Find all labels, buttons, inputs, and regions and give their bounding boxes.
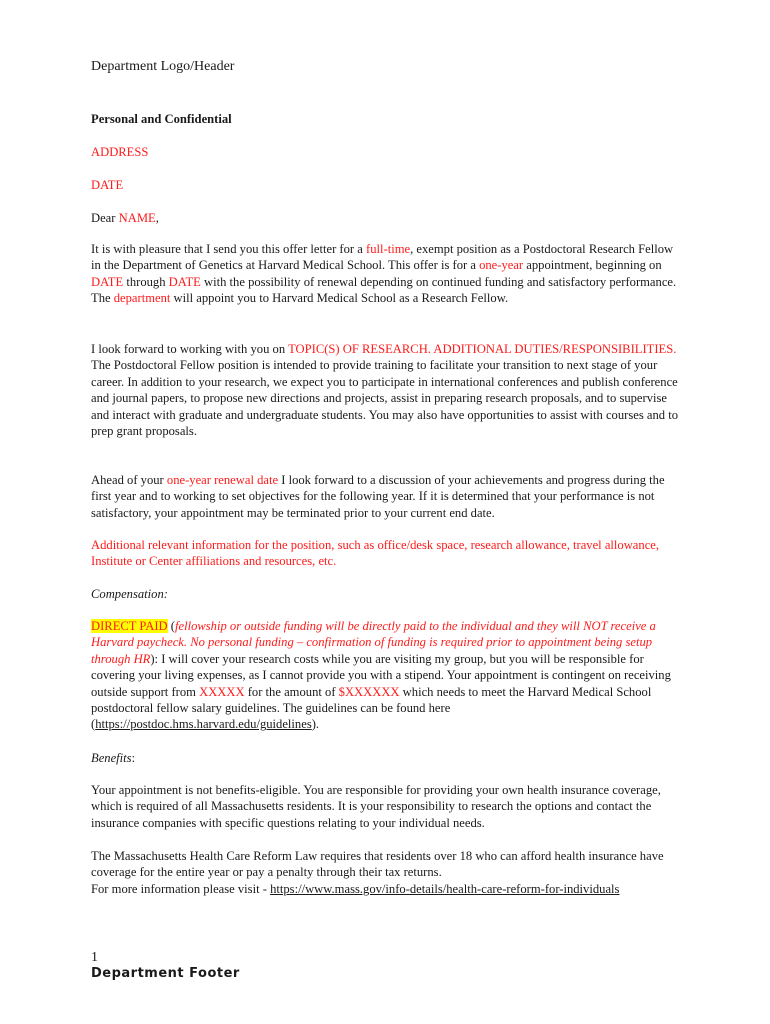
text-run: will appoint you to Harvard Medical School as a Research Fellow.	[170, 291, 509, 306]
text-run: The Massachusetts Health Care Reform Law requires that residents over 18 who can afford health insurance have coverage for the entire year or pay a penalty through their tax returns.	[91, 849, 664, 880]
text-run: I look forward to a discussion of your achievements and progress during the first year and to working to set objectives for the following year. If it is determined that your performance is not satisfactory, your appointment may be terminated prior to your current end date.	[91, 473, 665, 520]
benefits-paragraph: Your appointment is not benefits-eligible. You are responsible for providing your own health insurance coverage, which is required of all Massachusetts residents. It is your responsibility to research the options and contact the insurance companies with specific questions relating to your individual needs.	[91, 783, 661, 830]
renewal-date-placeholder: one-year renewal date	[166, 473, 279, 487]
funding-note: fellowship or outside funding will be directly paid to the individual and they will NOT receive a Harvard paycheck. No personal funding – confirmation of funding is required prior to appointment being setup through HR	[91, 619, 656, 666]
funding-source-placeholder: XXXXX	[199, 684, 245, 699]
start-date-placeholder: DATE	[91, 274, 124, 289]
mass-gov-link[interactable]: https://www.mass.gov/info-details/health-care-reform-for-individuals	[270, 881, 620, 896]
text-run: through	[123, 274, 169, 289]
fulltime-placeholder: full-time	[366, 242, 411, 256]
offer-paragraph	[91, 241, 681, 307]
health-reform-paragraph	[91, 848, 681, 897]
text-run: which needs to meet the Harvard Medical School postdoctoral fellow salary guidelines. The guidelines can be found here (	[91, 684, 652, 732]
research-topic-placeholder: TOPIC(S) OF RESEARCH. ADDITIONAL DUTIES/RESPONSIBILITIES.	[288, 342, 677, 356]
text-run: with the possibility of renewal depending on continued funding and satisfactory performance. The	[91, 274, 677, 306]
department-header: Department Logo/Header	[91, 59, 235, 74]
text-run: (	[167, 619, 175, 633]
end-date-placeholder: DATE	[168, 274, 201, 289]
text-run: I look forward to working with you on	[91, 342, 289, 356]
direct-paid-highlight: DIRECT PAID	[91, 619, 168, 633]
text-run: ): I will cover your research costs while you are visiting my group, but you will be responsible for covering your living expenses, as I cannot provide you with a stipend. Your appointment is contingent on receiving outside support from	[91, 651, 671, 699]
salutation-prefix: Dear	[91, 211, 119, 225]
name-placeholder: NAME	[118, 211, 156, 225]
address-placeholder: ADDRESS	[91, 145, 149, 159]
benefits-label: Benefits	[91, 751, 132, 765]
text-run: appointment, beginning on	[523, 258, 662, 273]
renewal-paragraph	[91, 472, 681, 521]
text-run: For more information please visit -	[91, 881, 271, 896]
research-paragraph	[91, 341, 681, 439]
text-run: The Postdoctoral Fellow position is intended to provide training to facilitate your transition to next stage of your career. In addition to your research, we expect you to participate in international conferences and publish conference and journal papers, to propose new directions and projects, assist in preparing research proposals, and to supervise and interact with graduate and undergraduate students. You may also have opportunities to assist with courses and to prep grant proposals.	[91, 358, 679, 439]
text-run: Ahead of your	[91, 473, 167, 487]
compensation-paragraph	[91, 618, 681, 733]
salutation-suffix: ,	[155, 211, 159, 225]
text-run: , exempt position as a Postdoctoral Research Fellow in the Department of Genetics at Harvard Medical School. This offer is for a	[91, 242, 674, 273]
department-placeholder: department	[113, 291, 171, 306]
department-footer: Department Footer	[91, 966, 240, 981]
date-placeholder: DATE	[91, 178, 124, 192]
text-run: for the amount of	[244, 684, 339, 699]
text-run: It is with pleasure that I send you this offer letter for a	[91, 242, 367, 256]
benefits-heading	[91, 750, 681, 766]
page-number: 1	[91, 950, 98, 965]
guidelines-link[interactable]: https://postdoc.hms.harvard.edu/guidelines	[95, 717, 312, 732]
compensation-heading: Compensation:	[91, 587, 168, 601]
additional-info-paragraph: Additional relevant information for the position, such as office/desk space, research allowance, travel allowance, Institute or Center affiliations and resources, etc.	[91, 538, 660, 569]
amount-placeholder: $XXXXXX	[338, 684, 400, 699]
text-run: ).	[311, 717, 320, 732]
confidential-label: Personal and Confidential	[91, 112, 232, 126]
term-placeholder: one-year	[479, 258, 524, 273]
benefits-colon: :	[131, 751, 136, 765]
salutation	[91, 210, 681, 226]
